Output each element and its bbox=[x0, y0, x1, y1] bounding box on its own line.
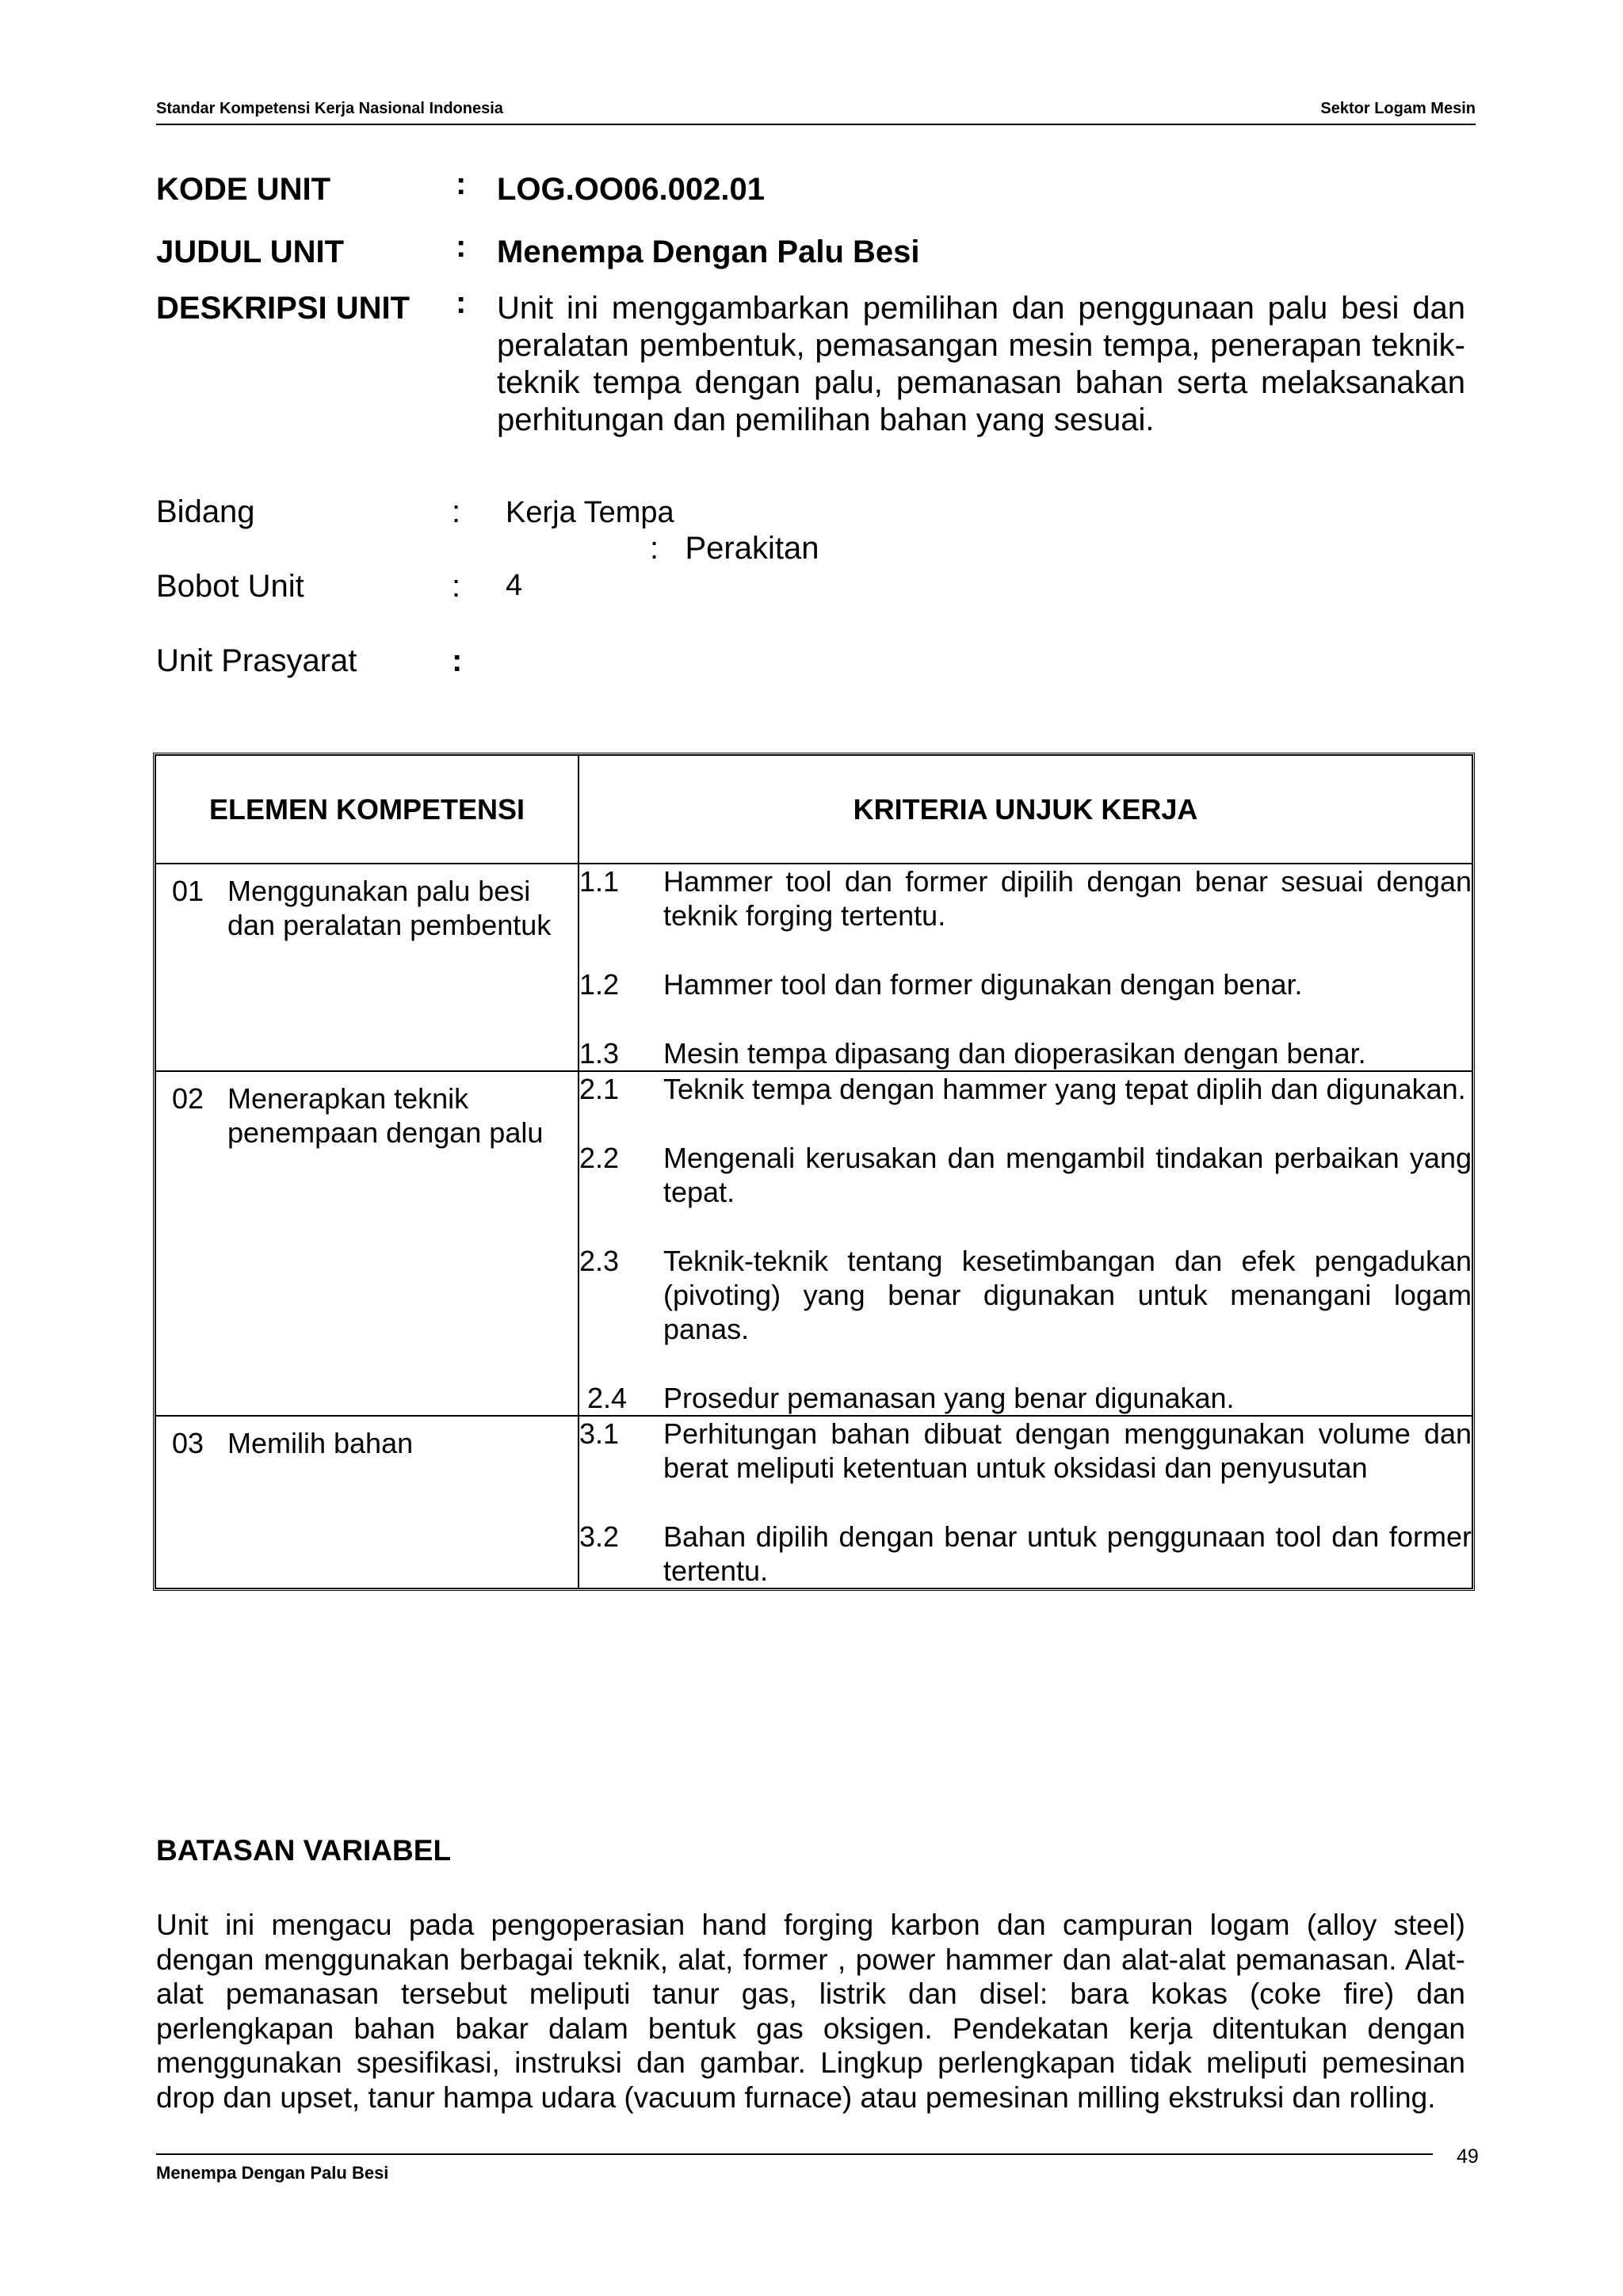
criteria-number: 2.3 bbox=[579, 1245, 620, 1277]
deskripsi-unit-value: Unit ini menggambarkan pemilihan dan penggunaan palu besi dan peralatan pembentuk, pemasangan mesin tempa, penerapan teknik-teknik tempa dengan palu, pemanasan bahan serta melaksanakan perhitungan dan pemilihan bahan yang sesuai. bbox=[497, 291, 1465, 437]
criteria-item bbox=[579, 1417, 1472, 1485]
footer-title: Menempa Dengan Palu Besi bbox=[156, 2163, 389, 2183]
criteria-cell bbox=[579, 1071, 1472, 1416]
kode-unit-label: KODE UNIT bbox=[156, 172, 330, 207]
criteria-text: Mengenali kerusakan dan mengambil tindakan perbaikan yang tepat. bbox=[663, 1142, 1472, 1208]
criteria-item bbox=[579, 1244, 1472, 1346]
criteria-text: Teknik tempa dengan hammer yang tepat diplih dan digunakan. bbox=[663, 1073, 1466, 1105]
judul-unit-label: JUDUL UNIT bbox=[156, 235, 345, 269]
criteria-text: Hammer tool dan former digunakan dengan benar. bbox=[663, 968, 1303, 1001]
criteria-text: Mesin tempa dipasang dan dioperasikan dengan benar. bbox=[663, 1037, 1366, 1070]
kode-unit-value: LOG.OO06.002.01 bbox=[497, 172, 765, 207]
unit-prasyarat-label: Unit Prasyarat bbox=[156, 643, 357, 678]
element-number: 03 bbox=[172, 1427, 204, 1459]
criteria-cell bbox=[579, 1416, 1472, 1589]
criteria-item bbox=[579, 864, 1472, 933]
page-number: 49 bbox=[1457, 2145, 1479, 2168]
table-header-row bbox=[155, 755, 1472, 864]
judul-unit-colon: : bbox=[456, 229, 467, 264]
criteria-text: Teknik-teknik tentang kesetimbangan dan efek pengadukan (pivoting) yang benar digunakan untuk menangani logam panas. bbox=[663, 1245, 1472, 1345]
footer-rule bbox=[156, 2153, 1433, 2155]
criteria-number: 2.4 bbox=[587, 1382, 628, 1414]
unit-prasyarat-colon: : bbox=[452, 643, 463, 678]
criteria-item bbox=[579, 1381, 1472, 1415]
criteria-number: 1.2 bbox=[579, 968, 620, 1001]
deskripsi-unit-label: DESKRIPSI UNIT bbox=[156, 291, 411, 326]
criteria-text: Prosedur pemanasan yang benar digunakan. bbox=[663, 1382, 1235, 1414]
bobot-unit-value: 4 bbox=[506, 569, 523, 602]
element-number: 01 bbox=[172, 875, 204, 907]
kode-unit-colon: : bbox=[456, 166, 467, 201]
criteria-text: Hammer tool dan former dipilih dengan benar sesuai dengan teknik forging tertentu. bbox=[663, 865, 1472, 932]
element-text: Menerapkan teknik penempaan dengan palu bbox=[227, 1082, 544, 1149]
criteria-text: Perhitungan bahan dibuat dengan menggunakan volume dan berat meliputi ketentuan untuk oksidasi dan penyusutan bbox=[663, 1417, 1472, 1484]
criteria-item bbox=[579, 967, 1472, 1001]
element-text: Menggunakan palu besi dan peralatan pembentuk bbox=[227, 875, 552, 941]
header-rule bbox=[156, 124, 1476, 125]
element-text: Memilih bahan bbox=[227, 1427, 414, 1459]
criteria-number: 2.1 bbox=[579, 1073, 620, 1105]
batasan-variabel-body: Unit ini mengacu pada pengoperasian hand forging karbon dan campuran logam (alloy steel) dengan menggunakan berbagai teknik, alat, former , power hammer dan alat-alat pemanasan. Alat-alat pemanasan tersebut meliputi tanur gas, listrik dan disel: bara kokas (coke fire) dan perlengkapan bahan bakar dalam bentuk gas oksigen. Pendekatan kerja ditentukan dengan menggunakan spesifikasi, instruksi dan gambar. Lingkup perlengkapan tidak meliputi pemesinan drop dan upset, tanur hampa udara (vacuum furnace) atau pemesinan milling ekstruksi dan rolling. bbox=[156, 1909, 1465, 2114]
criteria-number: 1.3 bbox=[579, 1037, 620, 1070]
criteria-number: 3.2 bbox=[579, 1520, 620, 1553]
deskripsi-unit-colon: : bbox=[456, 285, 467, 320]
criteria-number: 3.1 bbox=[579, 1417, 620, 1450]
criteria-number: 1.1 bbox=[579, 865, 620, 898]
element-number: 02 bbox=[172, 1082, 204, 1115]
bobot-unit-label: Bobot Unit bbox=[156, 569, 304, 604]
element-cell bbox=[155, 1071, 579, 1416]
batasan-variabel-title: BATASAN VARIABEL bbox=[156, 1834, 452, 1867]
element-cell bbox=[155, 1416, 579, 1589]
table-row bbox=[155, 1416, 1472, 1589]
col-header-kriteria: KRITERIA UNJUK KERJA bbox=[579, 755, 1472, 864]
judul-unit-value: Menempa Dengan Palu Besi bbox=[497, 235, 920, 269]
criteria-text: Bahan dipilih dengan benar untuk penggunaan tool dan former tertentu. bbox=[663, 1520, 1472, 1587]
header-right: Sektor Logam Mesin bbox=[1320, 100, 1476, 117]
header-left: Standar Kompetensi Kerja Nasional Indonesia bbox=[156, 100, 503, 117]
bidang-colon: : bbox=[452, 494, 461, 529]
criteria-item bbox=[579, 1141, 1472, 1209]
bidang-value: Kerja Tempa bbox=[506, 496, 674, 529]
criteria-cell bbox=[579, 864, 1472, 1071]
competency-table bbox=[153, 753, 1475, 1591]
col-header-elemen: ELEMEN KOMPETENSI bbox=[155, 755, 579, 864]
perakitan-text: : Perakitan bbox=[650, 531, 819, 566]
table-row bbox=[155, 1071, 1472, 1416]
bidang-label: Bidang bbox=[156, 494, 255, 529]
criteria-item bbox=[579, 1072, 1472, 1106]
criteria-item bbox=[579, 1520, 1472, 1588]
criteria-number: 2.2 bbox=[579, 1142, 620, 1174]
element-cell bbox=[155, 864, 579, 1071]
bobot-unit-colon: : bbox=[452, 569, 461, 604]
table-row bbox=[155, 864, 1472, 1071]
criteria-item bbox=[579, 1036, 1472, 1070]
